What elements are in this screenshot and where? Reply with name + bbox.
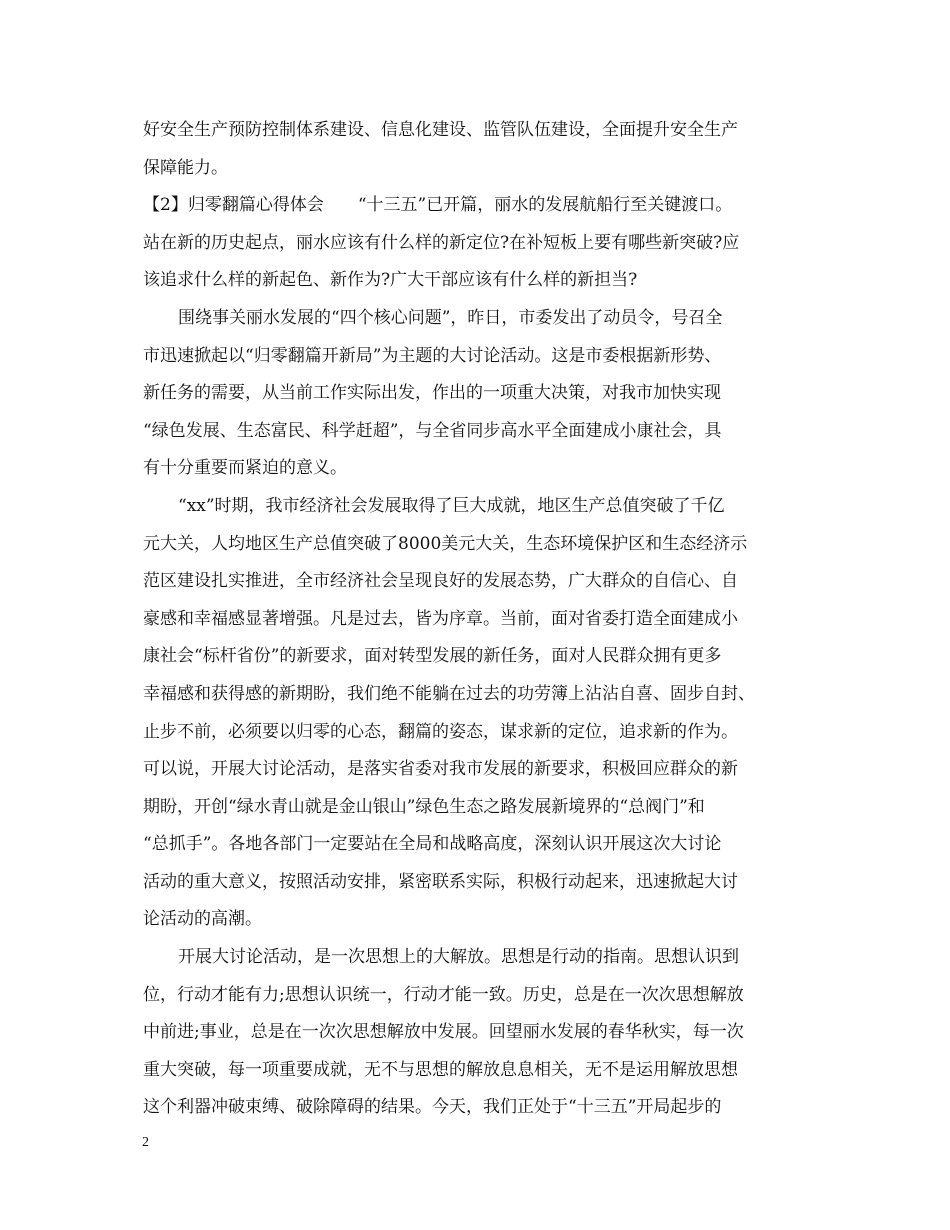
text-line: 论活动的高潮。 <box>143 909 262 930</box>
paragraph-first-line: 围绕事关丽水发展的“四个核心问题”，昨日，市委发出了动员令，号召全 <box>178 307 723 328</box>
text-line: 市迅速掀起以“归零翻篇开新局”为主题的大讨论活动。这是市委根据新形势、 <box>143 345 722 366</box>
paragraph-first-line: “xx”时期，我市经济社会发展取得了巨大成就，地区生产总值突破了千亿 <box>178 495 725 516</box>
text-line: “总抓手”。各地各部门一定要站在全局和战略高度，深刻认识开展这次大讨论 <box>143 834 722 855</box>
text-line: 保障能力。 <box>143 157 228 178</box>
text-line: 元大关，人均地区生产总值突破了8000美元大关，生态环境保护区和生态经济示 <box>143 533 748 554</box>
text-line: 中前进;事业，总是在一次次思想解放中发展。回望丽水发展的春华秋实，每一次 <box>143 1022 744 1043</box>
paragraph-first-line: 开展大讨论活动，是一次思想上的大解放。思想是行动的指南。思想认识到 <box>178 947 739 968</box>
text-line: 可以说，开展大讨论活动，是落实省委对我市发展的新要求，积极回应群众的新 <box>143 759 738 780</box>
section-heading-line: 【2】归零翻篇心得体会 “十三五”已开篇，丽水的发展航船行至关键渡口。 <box>143 195 733 216</box>
text-line: 重大突破，每一项重要成就，无不与思想的解放息息相关，无不是运用解放思想 <box>143 1059 738 1080</box>
page-number: 2 <box>142 1135 149 1150</box>
body-text <box>143 112 815 1127</box>
text-line: “绿色发展、生态富民、科学赶超”，与全省同步高水平全面建成小康社会，具 <box>143 420 722 441</box>
text-line: 止步不前，必须要以归零的心态，翻篇的姿态，谋求新的定位，追求新的作为。 <box>143 721 738 742</box>
text-line: 幸福感和获得感的新期盼，我们绝不能躺在过去的功劳簿上沾沾自喜、固步自封、 <box>143 683 755 704</box>
text-line: 新任务的需要，从当前工作实际出发，作出的一项重大决策，对我市加快实现 <box>143 383 721 404</box>
text-line: 站在新的历史起点，丽水应该有什么样的新定位?在补短板上要有哪些新突破?应 <box>143 232 740 253</box>
text-line: 活动的重大意义，按照活动安排，紧密联系实际，积极行动起来，迅速掀起大讨 <box>143 871 738 892</box>
text-line: 范区建设扎实推进，全市经济社会呈现良好的发展态势，广大群众的自信心、自 <box>143 571 738 592</box>
text-line: 期盼，开创“绿水青山就是金山银山”绿色生态之路发展新境界的“总阀门”和 <box>143 796 705 817</box>
text-line: 这个利器冲破束缚、破除障碍的结果。今天，我们正处于“十三五”开局起步的 <box>143 1097 722 1118</box>
text-line: 好安全生产预防控制体系建设、信息化建设、监管队伍建设，全面提升安全生产 <box>143 120 738 140</box>
text-line: 豪感和幸福感显著增强。凡是过去，皆为序章。当前，面对省委打造全面建成小 <box>143 608 738 629</box>
text-line: 有十分重要而紧迫的意义。 <box>143 458 347 479</box>
text-line: 康社会“标杆省份”的新要求，面对转型发展的新任务，面对人民群众拥有更多 <box>143 646 722 667</box>
text-line: 位，行动才能有力;思想认识统一，行动才能一致。历史，总是在一次次思想解放 <box>143 984 744 1005</box>
text-line: 该追求什么样的新起色、新作为?广大干部应该有什么样的新担当? <box>143 270 638 291</box>
